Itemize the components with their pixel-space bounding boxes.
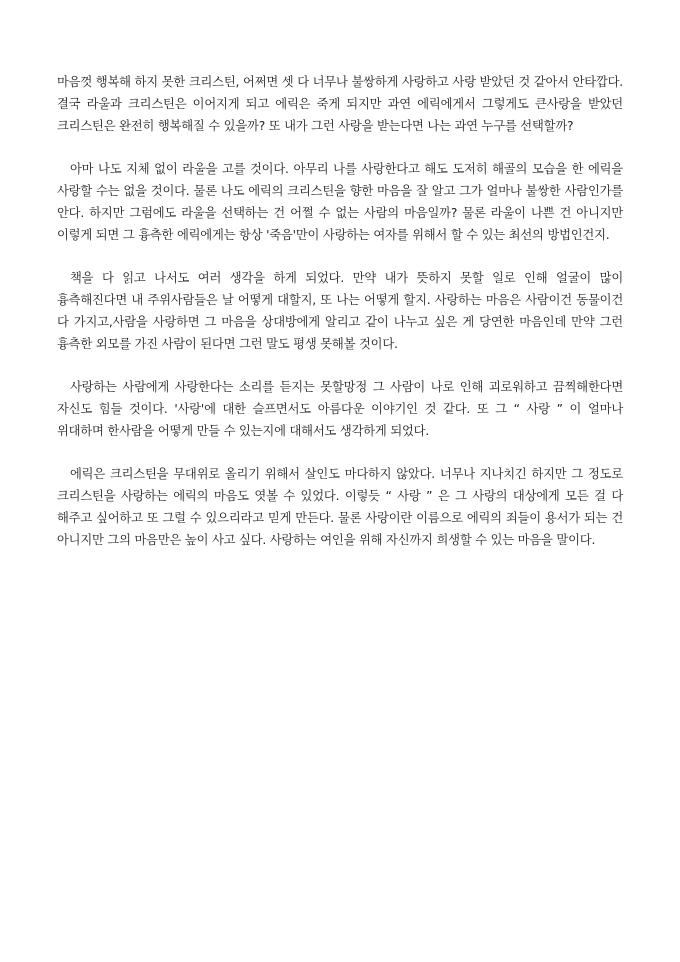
paragraph-5: 에릭은 크리스틴을 무대위로 올리기 위해서 살인도 마다하지 않았다. 너무나 지나치긴 하지만 그 정도로 크리스틴을 사랑하는 에릭의 마음도 엿볼 수 있었다. 이렇듯 “ 사랑 ” 은 그 사랑의 대상에게 모든 걸 다 해주고 싶어하고 또 그럴 수 있으리라고 믿게 만든다. 물론 사랑이란 이름으로 에릭의 죄들이 용서가 되는 건 아니지만 그의 마음만은 높이 사고 싶다. 사랑하는 여인을 위해 자신까지 희생할 수 있는 마음을 말이다. [57,467,623,547]
paragraph-1: 마음껏 행복해 하지 못한 크리스틴, 어쩌면 셋 다 너무나 불쌍하게 사랑하고 사랑 받았던 것 같아서 안타깝다. 결국 라울과 크리스틴은 이어지게 되고 에릭은 죽게 되지만 과연 에릭에게서 그렇게도 큰사랑을 받았던 크리스틴은 완전히 행복해질 수 있을까? 또 내가 그런 사랑을 받는다면 나는 과연 누구를 선택할까? [57,75,623,133]
paragraph-3: 책을 다 읽고 나서도 여러 생각을 하게 되었다. 만약 내가 뜻하지 못할 일로 인해 얼굴이 많이 흉측해진다면 내 주위사람들은 날 어떻게 대할지, 또 나는 어떻게 할지. 사랑하는 마음은 사람이건 동물이건 다 가지고,사람을 사랑하면 그 마음을 상대방에게 알리고 같이 나누고 싶은 게 당연한 마음인데 만약 그런 흉측한 외모를 가진 사람이 된다면 그런 말도 평생 못해볼 것이다. [57,271,623,351]
paragraph-2: 아마 나도 지체 없이 라울을 고를 것이다. 아무리 나를 사랑한다고 해도 도저히 해골의 모습을 한 에릭을 사랑할 수는 없을 것이다. 물론 나도 에릭의 크리스틴을 향한 마음을 잘 알고 그가 얼마나 불쌍한 사람인가를 안다. 하지만 그럼에도 라울을 선택하는 건 어쩔 수 없는 사람의 마음일까? 물론 라울이 나쁜 건 아니지만 이렇게 되면 그 흉측한 에릭에게는 항상 '죽음'만이 사랑하는 여자를 위해서 할 수 있는 최선의 방법인건지. [57,162,623,242]
document-body [57,72,623,573]
paragraph-4: 사랑하는 사람에게 사랑한다는 소리를 듣지는 못할망정 그 사람이 나로 인해 괴로워하고 끔찍해한다면 자신도 힘들 것이다. '사랑'에 대한 슬프면서도 아름다운 이야기인 것 같다. 또 그 “ 사랑 ” 이 얼마나 위대하며 한사람을 어떻게 만들 수 있는지에 대해서도 생각하게 되었다. [57,380,623,438]
